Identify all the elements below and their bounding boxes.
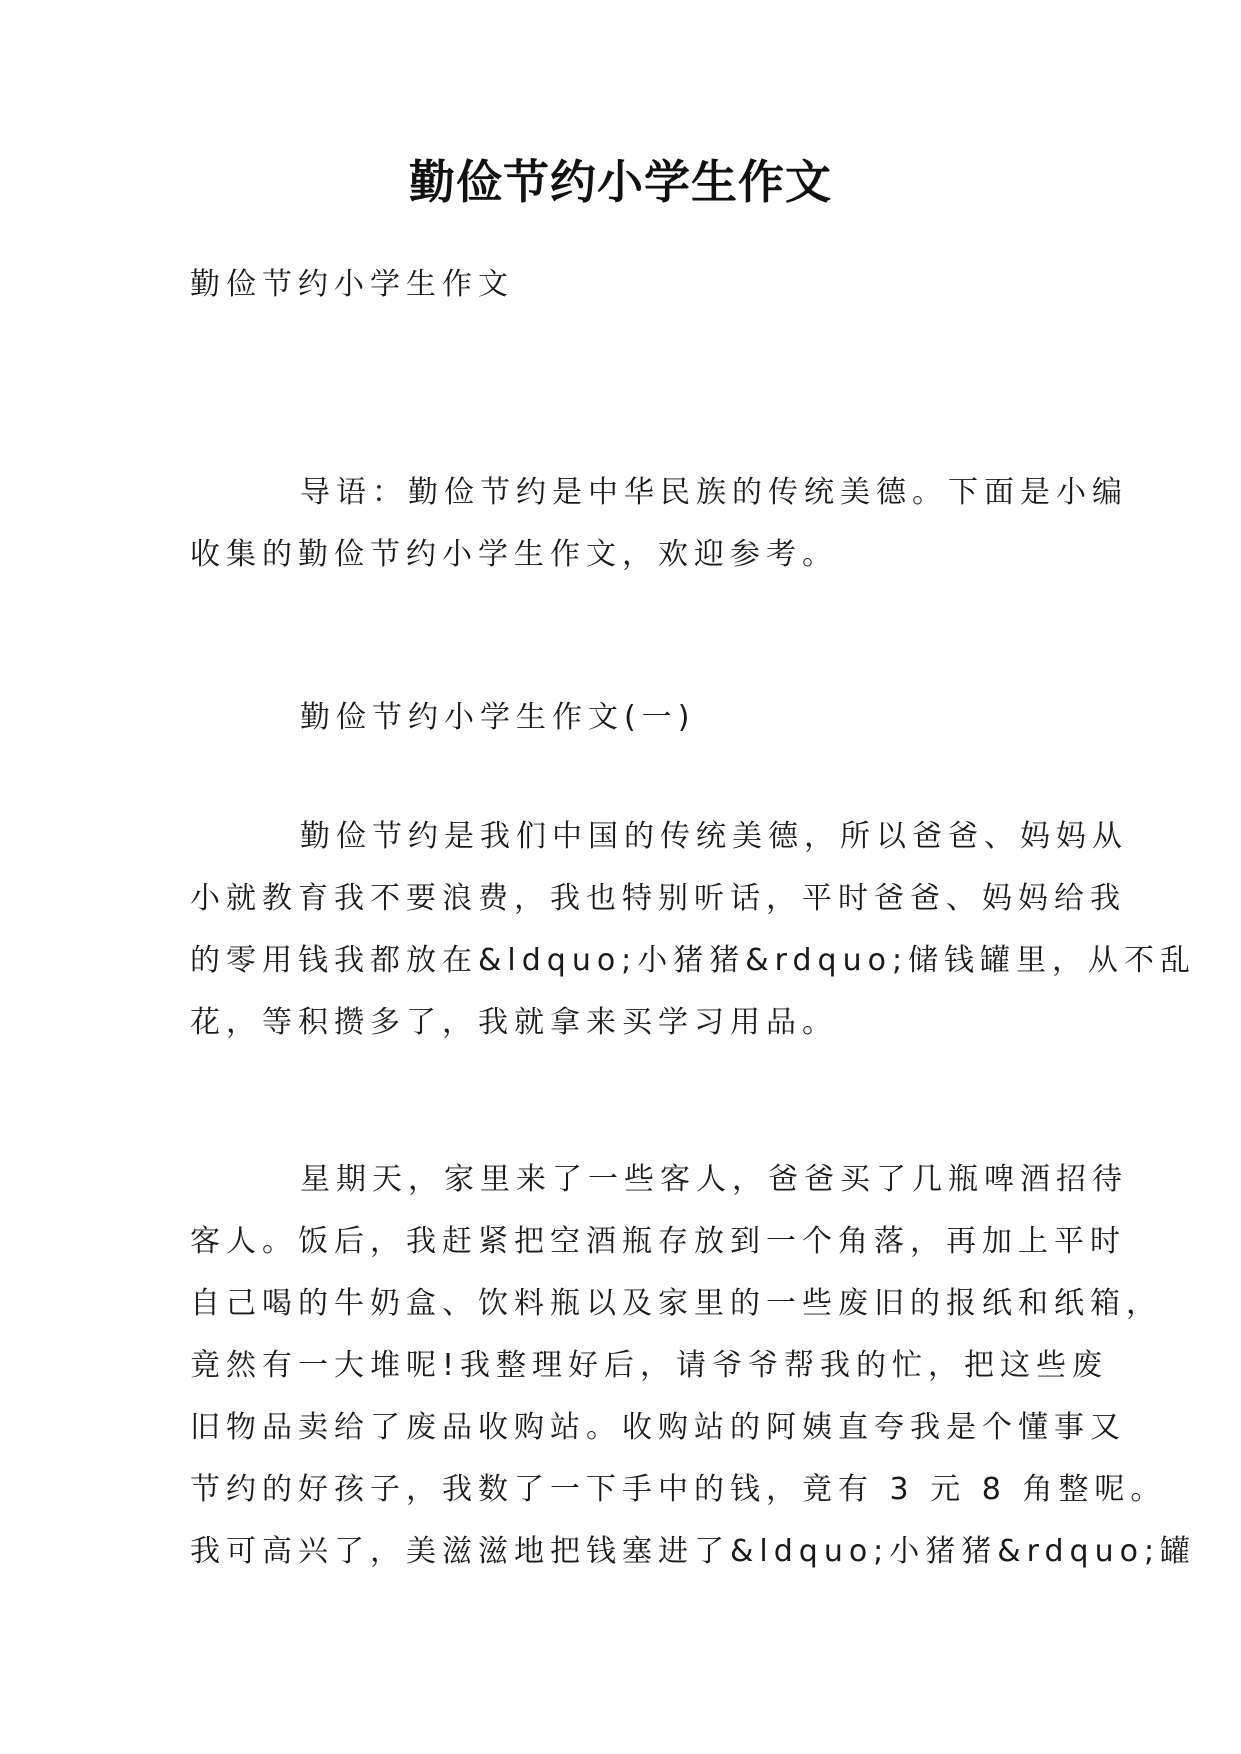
paragraph-line: 旧物品卖给了废品收购站。收购站的阿姨直夸我是个懂事又 [190, 1410, 1126, 1445]
intro-paragraph [190, 462, 1128, 586]
document-title: 勤俭节约小学生作文 [409, 155, 832, 209]
intro-line: 导语：勤俭节约是中华民族的传统美德。下面是小编 [300, 475, 1128, 510]
paragraph-line: 竟然有一大堆呢!我整理好后，请爷爷帮我的忙，把这些废 [190, 1348, 1109, 1383]
paragraph-line: 的零用钱我都放在&ldquo;小猪猪&rdquo;储钱罐里，从不乱 [190, 943, 1197, 978]
subtitle-text: 勤俭节约小学生作文 [190, 267, 514, 302]
paragraph-line: 自己喝的牛奶盒、饮料瓶以及家里的一些废旧的报纸和纸箱， [190, 1286, 1162, 1321]
section-heading-text: 勤俭节约小学生作文(一) [300, 700, 696, 735]
paragraph-line: 我可高兴了，美滋滋地把钱塞进了&ldquo;小猪猪&rdquo;罐 [190, 1534, 1197, 1569]
body-paragraph-2 [190, 1149, 1197, 1583]
paragraph-line: 勤俭节约是我们中国的传统美德，所以爸爸、妈妈从 [300, 819, 1128, 854]
paragraph-line: 客人。饭后，我赶紧把空酒瓶存放到一个角落，再加上平时 [190, 1224, 1126, 1259]
subtitle [190, 254, 1070, 316]
section-heading [190, 687, 1070, 749]
intro-line: 收集的勤俭节约小学生作文，欢迎参考。 [190, 537, 838, 572]
paragraph-line: 小就教育我不要浪费，我也特别听话，平时爸爸、妈妈给我 [190, 881, 1126, 916]
paragraph-line: 花，等积攒多了，我就拿来买学习用品。 [190, 1005, 838, 1040]
paragraph-line: 星期天，家里来了一些客人，爸爸买了几瓶啤酒招待 [300, 1162, 1128, 1197]
paragraph-line: 节约的好孩子，我数了一下手中的钱，竟有 3 元 8 角整呢。 [190, 1472, 1167, 1507]
body-paragraph-1 [190, 806, 1197, 1054]
